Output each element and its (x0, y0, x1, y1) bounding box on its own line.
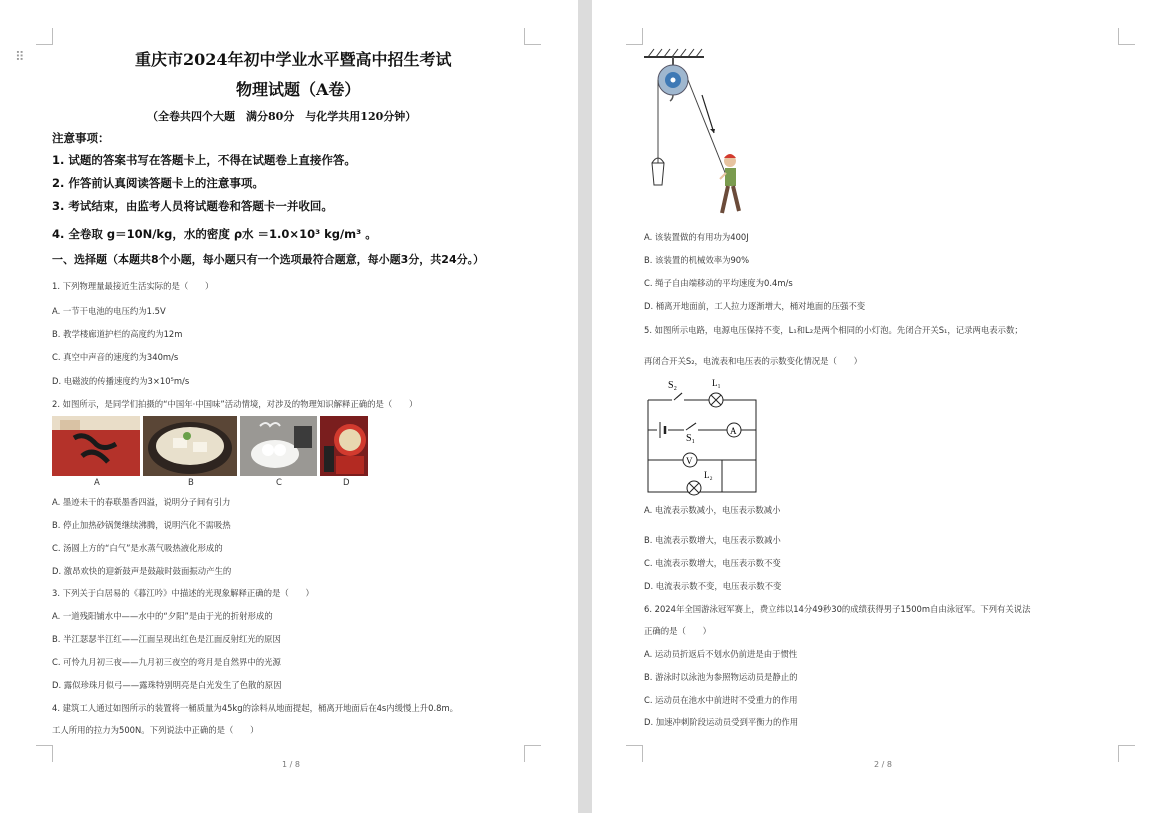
question-stem: 1. 下列物理量最接近生活实际的是（ ） (52, 281, 214, 291)
section-heading: 一、选择题（本题共8个小题，每小题只有一个选项最符合题意，每小题3分，共24分。） (52, 253, 485, 266)
option: A. 电流表示数减小，电压表示数减小 (644, 505, 781, 515)
circuit-label-l1: L₁ (712, 378, 721, 388)
question-stem: 工人所用的拉力为500N。下列说法中正确的是（ ） (52, 725, 259, 735)
option: D. 激昂欢快的迎新鼓声是鼓敲时鼓面振动产生的 (52, 566, 232, 576)
option: C. 电流表示数增大，电压表示数不变 (644, 558, 781, 568)
question-stem: 4. 建筑工人通过如图所示的装置将一桶质量为45kg的涂料从地面提起，桶离开地面后在4s内缓慢上升0.8m。 (52, 703, 459, 713)
option: C. 绳子自由端移动的平均速度为0.4m/s (644, 278, 793, 288)
circuit-label-s1: S₁ (686, 433, 696, 444)
option: B. 教学楼廊道护栏的高度约为12m (52, 329, 183, 339)
crop-mark (36, 745, 53, 762)
option: D. 桶离开地面前，工人拉力逐渐增大，桶对地面的压强不变 (644, 301, 866, 311)
pulley-figure (642, 45, 752, 220)
note-item: 1. 试题的答案书写在答题卡上，不得在试题卷上直接作答。 (52, 153, 356, 167)
option: C. 汤圆上方的“白气”是水蒸气吸热液化形成的 (52, 543, 223, 553)
page-number: 1 / 8 (282, 760, 300, 769)
calligraphy-photo (52, 416, 140, 476)
option: B. 电流表示数增大，电压表示数减小 (644, 535, 781, 545)
page-number: 2 / 8 (874, 760, 892, 769)
tofu-pot-photo (143, 416, 237, 476)
exam-subtitle: 物理试题（A卷） (236, 80, 361, 99)
dumpling-photo (240, 416, 317, 476)
photo-label: D (343, 478, 350, 488)
page-gutter (578, 0, 592, 813)
option: D. 露似珍珠月似弓——露珠特别明亮是白光发生了色散的原因 (52, 680, 282, 690)
crop-mark (524, 28, 541, 45)
option: C. 真空中声音的速度约为340m/s (52, 352, 179, 362)
note-item: 3. 考试结束，由监考人员将试题卷和答题卡一并收回。 (52, 199, 333, 213)
note-item: 2. 作答前认真阅读答题卡上的注意事项。 (52, 176, 264, 190)
exam-title: 重庆市2024年初中学业水平暨高中招生考试 (135, 50, 452, 69)
crop-mark (36, 28, 53, 45)
note-item: 4. 全卷取 g＝10N/kg，水的密度 ρ水 ＝1.0×10³ kg/m³ 。 (52, 227, 377, 241)
option: D. 电流表示数不变，电压表示数不变 (644, 581, 782, 591)
option: B. 停止加热砂锅煲继续沸腾，说明汽化不需吸热 (52, 520, 231, 530)
drag-handle-icon[interactable]: ⠿ (15, 50, 24, 65)
crop-mark (1118, 745, 1135, 762)
voltmeter-icon: V (686, 456, 693, 466)
question-stem: 5. 如图所示电路，电源电压保持不变，L₁和L₂是两个相同的小灯泡。先闭合开关S₁，记录两电表示数； (644, 325, 1023, 335)
option: D. 电磁波的传播速度约为3×10⁵m/s (52, 376, 190, 386)
page-2 (592, 0, 1168, 813)
crop-mark (626, 28, 643, 45)
question-stem: 正确的是（ ） (644, 626, 711, 636)
notes-heading: 注意事项： (52, 131, 110, 145)
question-stem: 6. 2024年全国游泳冠军赛上，费立纬以14分49秒30的成绩获得男子1500m自由泳冠军。下列有关说法 (644, 604, 1031, 614)
option: C. 运动员在池水中前进时不受重力的作用 (644, 695, 798, 705)
option: A. 运动员折返后不划水仍前进是由于惯性 (644, 649, 798, 659)
option: A. 一节干电池的电压约为1.5V (52, 306, 166, 316)
question-stem: 3. 下列关于白居易的《暮江吟》中描述的光现象解释正确的是（ ） (52, 588, 314, 598)
option: B. 该装置的机械效率为90% (644, 255, 750, 265)
question-stem: 2. 如图所示，是同学们拍摄的“中国年·中国味”活动情境，对涉及的物理知识解释正确的是（ ） (52, 399, 418, 409)
option: A. 一道残阳铺水中——水中的“夕阳”是由于光的折射形成的 (52, 611, 273, 621)
option: A. 墨迹未干的春联墨香四溢，说明分子间有引力 (52, 497, 231, 507)
photo-label: A (94, 478, 100, 488)
drum-photo (320, 416, 368, 476)
option: D. 加速冲刺阶段运动员受到平衡力的作用 (644, 717, 799, 727)
photo-label: B (188, 478, 194, 488)
option: C. 可怜九月初三夜——九月初三夜空的弯月是自然界中的光源 (52, 657, 281, 667)
circuit-label-l2: L₂ (704, 470, 713, 480)
ammeter-icon: A (730, 426, 737, 436)
crop-mark (524, 745, 541, 762)
option: B. 游泳时以泳池为参照物运动员是静止的 (644, 672, 798, 682)
photo-label: C (276, 478, 282, 488)
page-1 (0, 0, 578, 813)
question-stem: 再闭合开关S₂，电流表和电压表的示数变化情况是（ ） (644, 356, 863, 366)
crop-mark (1118, 28, 1135, 45)
option: A. 该装置做的有用功为400J (644, 232, 749, 242)
crop-mark (626, 745, 643, 762)
exam-info: （全卷共四个大题 满分80分 与化学共用120分钟） (147, 110, 417, 123)
option: B. 半江瑟瑟半江红——江面呈现出红色是江面反射红光的原因 (52, 634, 281, 644)
circuit-label-s2: S₂ (668, 380, 678, 391)
circuit-diagram (642, 372, 762, 498)
